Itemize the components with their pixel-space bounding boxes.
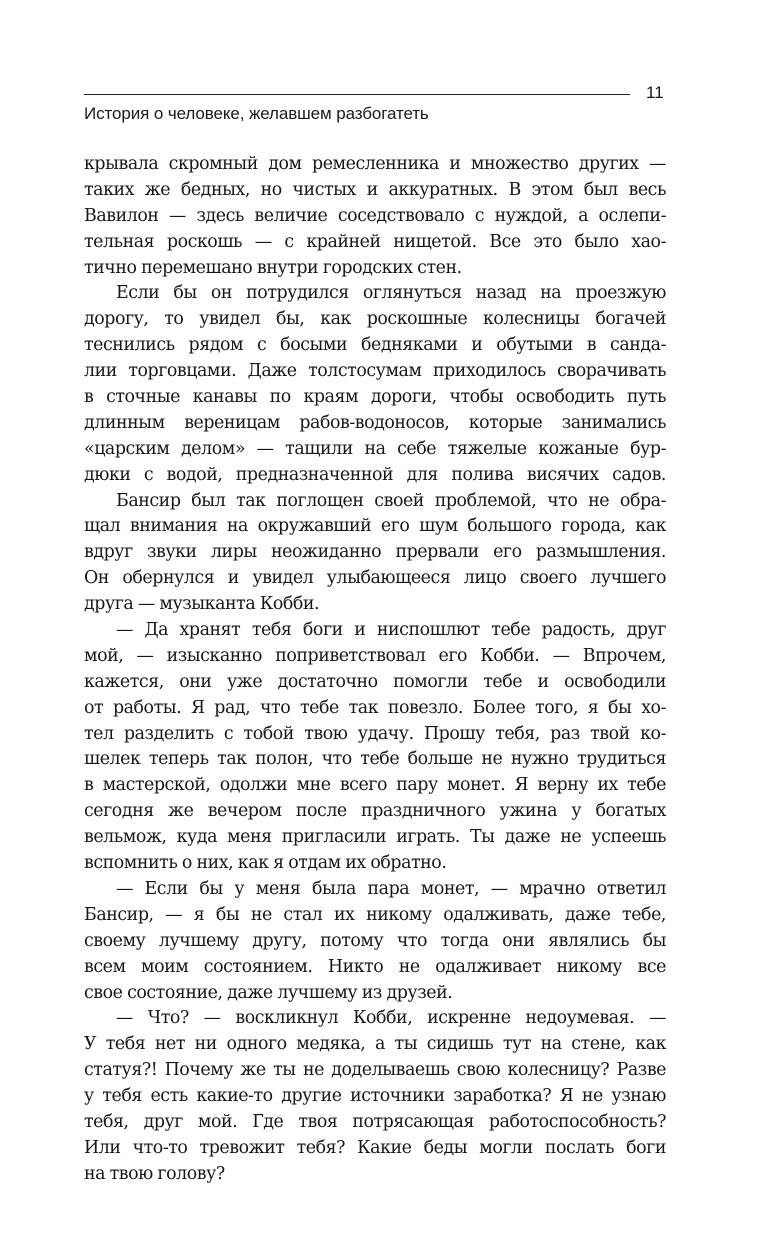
text-line: в мастерской, одолжи мне всего пару монет. Я верну их тебе xyxy=(84,775,666,796)
body-text xyxy=(84,152,666,1188)
text-line: У тебя нет ни одного медяка, а ты сидишь тут на стене, как xyxy=(84,1034,666,1055)
text-line: свое состояние, даже лучшему из друзей. xyxy=(84,982,453,1003)
text-line: щал внимания на окружавший его шум большого города, как xyxy=(84,516,666,537)
text-line: всем моим состоянием. Никто не одалживает никому все xyxy=(84,956,666,977)
text-line: у тебя есть какие-то другие источники заработка? Я не узнаю xyxy=(84,1086,666,1107)
text-line: Бансир, — я бы не стал их никому одалживать, даже тебе, xyxy=(84,904,666,925)
text-line: лии торговцами. Даже толстосумам приходилось сворачивать xyxy=(84,361,666,382)
text-line: вельмож, куда меня пригласили играть. Ты даже не успеешь xyxy=(84,827,666,848)
text-line: мой, — изысканно поприветствовал его Кобби. — Впрочем, xyxy=(84,645,666,666)
text-line: тебя, друг мой. Где твоя потрясающая работоспособность? xyxy=(84,1111,666,1132)
text-line: Вавилон — здесь величие соседствовало с нуждой, а ослепи- xyxy=(84,205,666,226)
text-line: на твою голову? xyxy=(84,1163,225,1184)
text-line: друга — музыканта Кобби. xyxy=(84,594,320,615)
text-line: крывала скромный дом ремесленника и множество других — xyxy=(84,154,666,174)
text-line: шелек теперь так полон, что тебе больше не нужно трудиться xyxy=(84,749,666,770)
text-line: — Если бы у меня была пара монет, — мрачно ответил xyxy=(116,878,666,899)
text-line: теснились рядом с босыми бедняками и обутыми в санда- xyxy=(84,335,666,356)
text-line: в сточные канавы по краям дороги, чтобы освободить путь xyxy=(84,387,666,408)
text-line: тично перемешано внутри городских стен. xyxy=(84,257,462,278)
text-line: Или что-то тревожит тебя? Какие беды могли послать боги xyxy=(84,1137,666,1158)
text-line: длинным вереницам рабов-водоносов, которые занимались xyxy=(84,412,666,433)
text-line: вспомнить о них, как я отдам их обратно. xyxy=(84,853,447,874)
text-line: своему лучшему другу, потому что тогда они являлись бы xyxy=(84,930,666,951)
text-line: кажется, они уже достаточно помогли тебе и освободили xyxy=(84,671,666,692)
page-number: 11 xyxy=(646,83,664,102)
text-line: сегодня же вечером после праздничного ужина у богатых xyxy=(84,801,666,822)
running-title: История о человеке, желавшем разбогатеть xyxy=(84,104,429,123)
header-rule xyxy=(84,94,630,95)
text-line: вдруг звуки лиры неожиданно прервали его размышления. xyxy=(84,542,666,563)
text-line: статуя?! Почему же ты не доделываешь свою колесницу? Разве xyxy=(84,1060,666,1081)
text-line: дюки с водой, предназначенной для полива висячих садов. xyxy=(84,464,666,485)
text-line: тел разделить с тобой твою удачу. Прошу тебя, раз твой ко- xyxy=(84,723,666,744)
text-line: Бансир был так поглощен своей проблемой, что не обра- xyxy=(116,490,666,511)
text-line: — Что? — воскликнул Кобби, искренне недоумевая. — xyxy=(116,1008,666,1029)
text-line: Он обернулся и увидел улыбающееся лицо своего лучшего xyxy=(84,568,666,589)
text-line: Если бы он потрудился оглянуться назад на проезжую xyxy=(116,283,666,304)
text-line: таких же бедных, но чистых и аккуратных. В этом был весь xyxy=(84,179,666,200)
text-line: тельная роскошь — с крайней нищетой. Все это было хао- xyxy=(84,231,666,252)
text-line: «царским делом» — тащили на себе тяжелые кожаные бур- xyxy=(84,438,666,459)
text-line: дорогу, то увидел бы, как роскошные колесницы богачей xyxy=(84,309,666,330)
text-line: от работы. Я рад, что тебе так повезло. Более того, я бы хо- xyxy=(84,697,666,718)
text-line: — Да хранят тебя боги и ниспошлют тебе радость, друг xyxy=(116,620,666,641)
